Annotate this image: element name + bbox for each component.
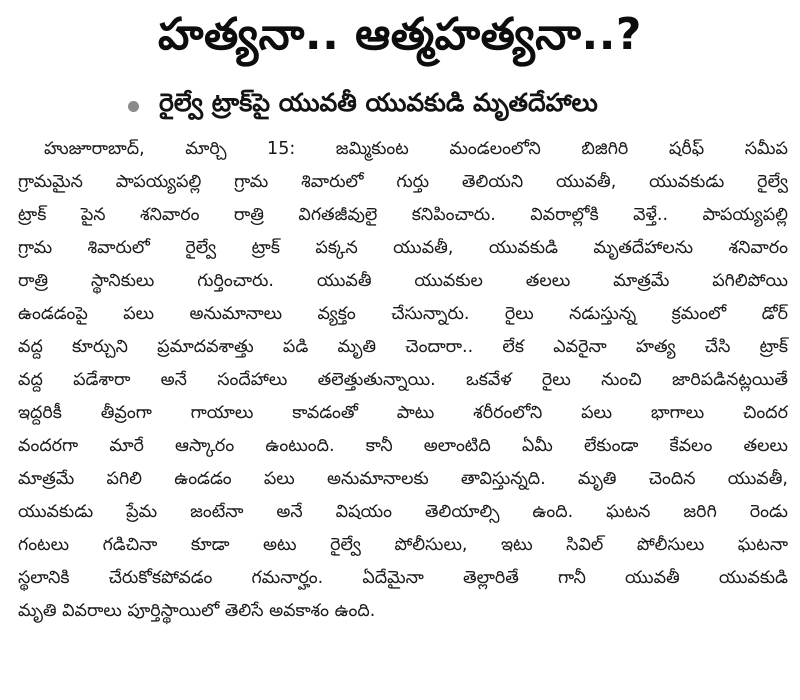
body-line: గ్రామమైన పాపయ్యపల్లి గ్రామ శివారులో గుర్తు తెలియని యువతీ, యువకుడు రైల్వే xyxy=(18,172,788,192)
body-line: యువకుడు ప్రేమ జంటేనా అనే విషయం తెలియాల్సి ఉంది. ఘటన జరిగి రెండు xyxy=(18,502,788,522)
article-body xyxy=(18,133,788,628)
body-line: ఇద్దరికీ తీవ్రంగా గాయాలు కావడంతో పాటు శరీరంలోని పలు భాగాలు చిందర xyxy=(18,403,788,423)
body-line: వందరగా మారే ఆస్కారం ఉంటుంది. కానీ అలాంటిది ఏమీ లేకుండా కేవలం తలలు xyxy=(18,436,788,456)
subheading-text: రైల్వే ట్రాక్‌పై యువతీ యువకుడి మృతదేహాలు xyxy=(159,88,598,117)
body-line: వద్ద కూర్చుని ప్రమాదవశాత్తు పడి మృతి చెందారా.. లేక ఎవరైనా హత్య చేసి ట్రాక్ xyxy=(18,337,788,357)
body-line: గ్రామ శివారులో రైల్వే ట్రాక్ పక్కన యువతీ, యువకుడి మృతదేహాలను శనివారం xyxy=(18,238,788,258)
subheading xyxy=(128,86,598,126)
bullet-icon xyxy=(128,101,139,112)
body-line: రాత్రి స్థానికులు గుర్తించారు. యువతీ యువకుల తలలు మాత్రమే పగిలిపోయి xyxy=(18,271,788,291)
body-line: హుజూరాబాద్, మార్చి 15: జమ్మికుంట మండలంలోని బిజిగిరి షరీఫ్ సమీప xyxy=(44,139,788,159)
body-line: ట్రాక్ పైన శనివారం రాత్రి విగతజీవులై కనిపించారు. వివరాల్లోకి వెళ్తే.. పాపయ్యపల్లి xyxy=(18,205,788,225)
body-line: మృతి వివరాలు పూర్తిస్థాయిలో తెలిసే అవకాశం ఉంది. xyxy=(18,601,376,621)
body-line: మాత్రమే పగిలి ఉండడం పలు అనుమానాలకు తావిస్తున్నది. మృతి చెందిన యువతీ, xyxy=(18,469,788,489)
body-line: ఉండడంపై పలు అనుమానాలు వ్యక్తం చేసున్నారు. రైలు నడుస్తున్న క్రమంలో డోర్ xyxy=(18,304,788,324)
body-line: స్థలానికి చేరుకోకపోవడం గమనార్హం. ఏదేమైనా తెల్లారితే గానీ యువతీ యువకుడి xyxy=(18,568,788,588)
body-line: గంటలు గడిచినా కూడా అటు రైల్వే పోలీసులు, ఇటు సివిల్ పోలీసులు ఘటనా xyxy=(18,535,788,555)
headline: హత్యనా.. ఆత్మహత్యనా..? xyxy=(158,9,642,60)
body-line: వద్ద పడేశారా అనే సందేహాలు తలెత్తుతున్నాయి. ఒకవేళ రైలు నుంచి జారిపడినట్లయితే xyxy=(18,370,788,390)
